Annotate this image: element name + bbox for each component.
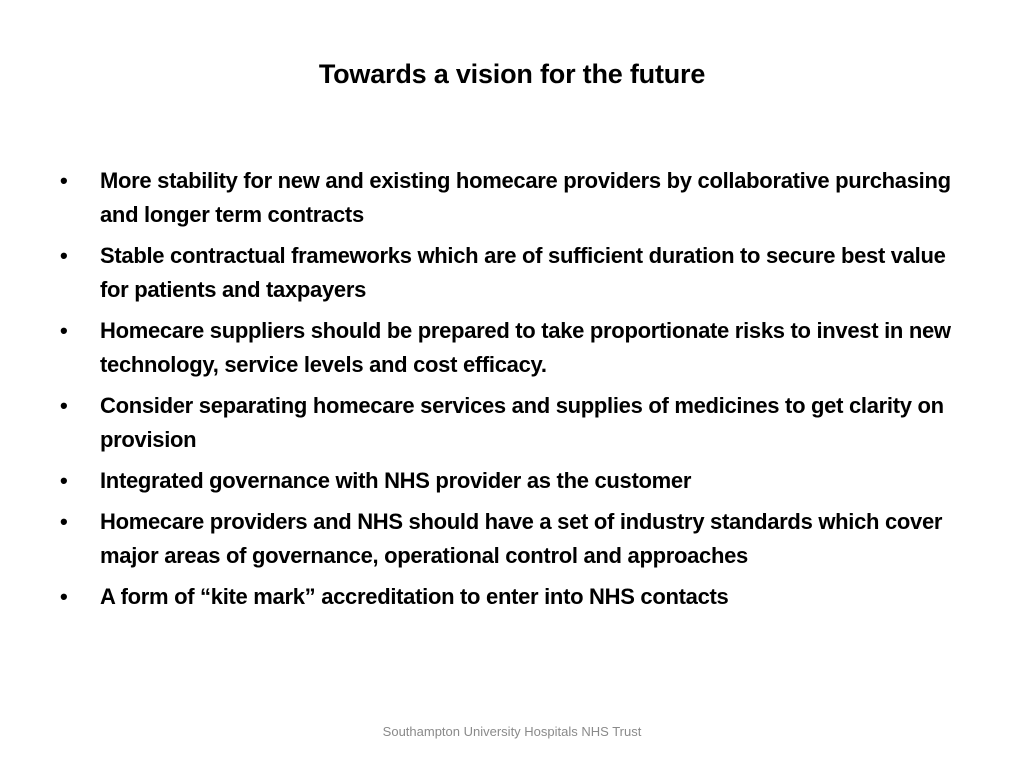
bullet-text: Consider separating homecare services and supplies of medicines to get clarity on provision: [100, 393, 944, 452]
bullet-icon: •: [60, 509, 68, 534]
bullet-item: [56, 239, 976, 307]
bullet-icon: •: [60, 168, 68, 193]
slide-footer: Southampton University Hospitals NHS Trust: [382, 724, 642, 739]
bullet-text: Integrated governance with NHS provider as the customer: [100, 468, 692, 493]
slide-title: Towards a vision for the future: [318, 59, 706, 89]
bullet-text: Homecare suppliers should be prepared to take proportionate risks to invest in new technology, service levels and cost efficacy.: [100, 318, 951, 377]
bullet-text: Homecare providers and NHS should have a set of industry standards which cover major areas of governance, operational control and approaches: [100, 509, 943, 568]
bullet-item: [56, 505, 976, 573]
bullet-list: [56, 164, 976, 621]
bullet-text: A form of “kite mark” accreditation to enter into NHS contacts: [100, 584, 729, 609]
bullet-icon: •: [60, 243, 68, 268]
bullet-text: More stability for new and existing homecare providers by collaborative purchasing and longer term contracts: [100, 168, 951, 227]
bullet-item: [56, 389, 976, 457]
bullet-item: [56, 464, 976, 498]
bullet-icon: •: [60, 393, 68, 418]
bullet-item: [56, 314, 976, 382]
bullet-icon: •: [60, 468, 68, 493]
bullet-icon: •: [60, 318, 68, 343]
bullet-icon: •: [60, 584, 68, 609]
bullet-text: Stable contractual frameworks which are of sufficient duration to secure best value for patients and taxpayers: [100, 243, 946, 302]
bullet-item: [56, 580, 976, 614]
bullet-item: [56, 164, 976, 232]
